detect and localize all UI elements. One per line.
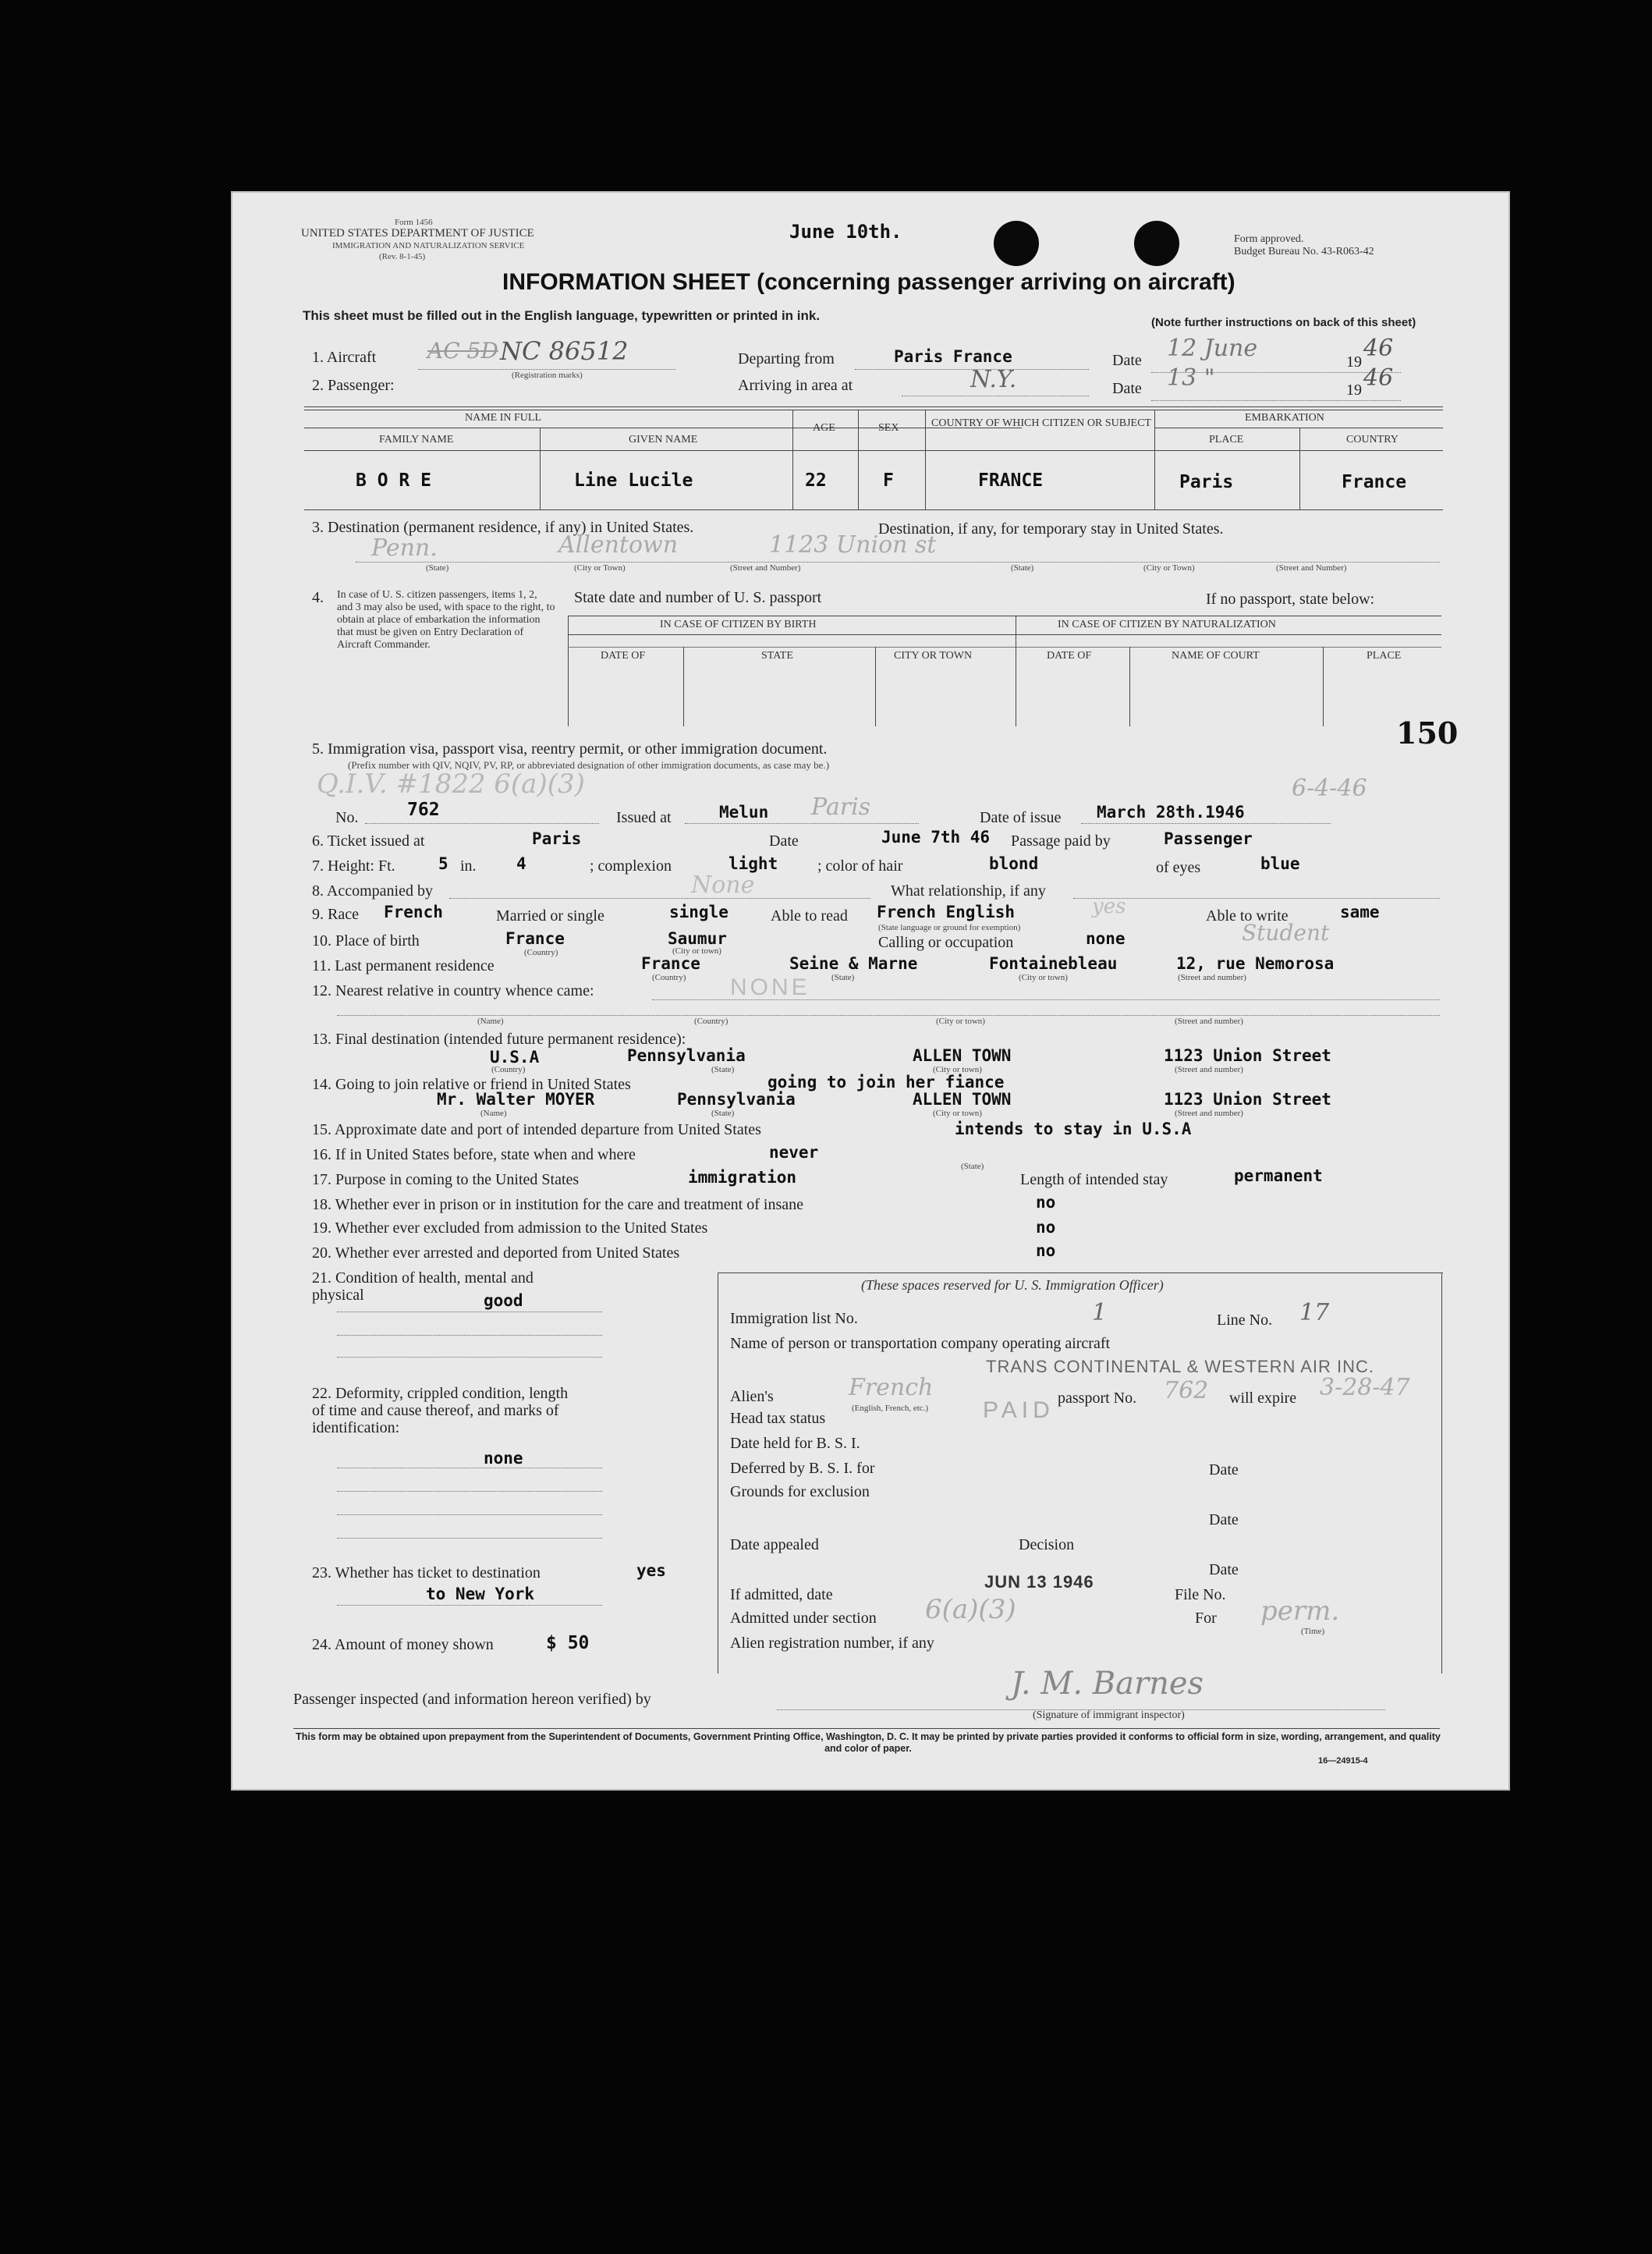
reserved-header: (These spaces reserved for U. S. Immigration Officer) — [861, 1277, 1164, 1293]
arrival-date-label: Date — [1112, 380, 1142, 397]
final-destination-label: 13. Final destination (intended future permanent residence): — [312, 1031, 686, 1048]
visa-label: 5. Immigration visa, passport visa, reentry permit, or other immigration document. — [312, 740, 828, 758]
grounds-date-label: Date — [1209, 1511, 1239, 1528]
deported-label: 20. Whether ever arrested and deported from United States — [312, 1244, 680, 1262]
final-city: ALLEN TOWN — [913, 1046, 1012, 1065]
height-ft: 5 — [438, 854, 448, 873]
caption-city-13: (City or town) — [933, 1065, 982, 1074]
admitted-label: If admitted, date — [730, 1586, 833, 1603]
relative-name: Mr. Walter MOYER — [437, 1090, 595, 1109]
issued-at-handwritten: Paris — [811, 793, 871, 821]
temp-destination-label: Destination, if any, for temporary stay in United States. — [878, 520, 1224, 538]
going-to-join: going to join her fiance — [768, 1073, 1005, 1092]
prison: no — [1036, 1193, 1056, 1212]
airline-stamp: TRANS CONTINENTAL & WESTERN AIR INC. — [986, 1357, 1375, 1376]
inspector-signature: J. M. Barnes — [1011, 1666, 1204, 1702]
visa-no-label: No. — [335, 809, 359, 826]
destination-label: 3. Destination (permanent residence, if any) in United States. — [312, 519, 694, 536]
given-name-header: GIVEN NAME — [629, 434, 698, 445]
us-citizen-note: In case of U. S. citizen passengers, items 1, 2, and 3 may also be used, with space to the right, to obtain at place of embarkation the information that must be given on Entry Declaration of Aircraft Commander. — [337, 589, 555, 651]
health-label: 21. Condition of health, mental and physical — [312, 1269, 534, 1304]
departure-year: 46 — [1363, 335, 1394, 362]
aircraft-registration: NC 86512 — [500, 336, 629, 366]
alien-sub: (English, French, etc.) — [852, 1404, 929, 1413]
last-res-country: France — [641, 954, 700, 973]
caption-state-2: (State) — [1011, 563, 1034, 573]
grounds-label: Grounds for exclusion — [730, 1483, 870, 1500]
read-sub: (State language or ground for exemption) — [878, 923, 1021, 932]
information-sheet — [231, 191, 1510, 1791]
punch-hole — [1134, 221, 1179, 266]
date-label: Date — [1112, 352, 1142, 369]
punch-hole — [994, 221, 1039, 266]
caption-street: (Street and Number) — [730, 563, 801, 573]
relative-street: 1123 Union Street — [1164, 1090, 1331, 1109]
age: 22 — [805, 470, 827, 491]
form-revision: (Rev. 8-1-45) — [379, 252, 426, 261]
eyes-label: of eyes — [1156, 859, 1201, 876]
nearest-relative-label: 12. Nearest relative in country whence came: — [312, 982, 594, 999]
write-label: Able to write — [1206, 907, 1289, 925]
ticket-destination: yes — [636, 1561, 666, 1580]
hair-label: ; color of hair — [817, 857, 903, 875]
length-of-stay: permanent — [1234, 1166, 1323, 1185]
prison-label: 18. Whether ever in prison or in institution for the care and treatment of insane — [312, 1196, 803, 1213]
form-approved: Form approved. — [1234, 233, 1304, 245]
instruction-text: This sheet must be filled out in the English language, typewritten or printed in ink. — [303, 308, 821, 323]
name-of-court-header: NAME OF COURT — [1172, 650, 1260, 662]
ticket-label: 6. Ticket issued at — [312, 832, 425, 850]
state-header: STATE — [761, 650, 793, 662]
citizen-by-birth-header: IN CASE OF CITIZEN BY BIRTH — [660, 619, 817, 630]
caption-state: (State) — [831, 973, 855, 982]
marital-status: single — [669, 903, 729, 921]
last-res-city: Fontainebleau — [989, 954, 1118, 973]
departure-plan: intends to stay in U.S.A — [955, 1120, 1192, 1138]
form-number: Form 1456 — [395, 218, 433, 227]
item-4-num: 4. — [312, 589, 324, 606]
nearest-relative: NONE — [730, 974, 810, 1000]
excluded: no — [1036, 1218, 1056, 1237]
embarkation-country: France — [1342, 472, 1407, 492]
caption-street-2: (Street and Number) — [1276, 563, 1347, 573]
final-country: U.S.A — [490, 1048, 540, 1067]
place-header-2: PLACE — [1367, 650, 1402, 662]
passport-no: 762 — [1164, 1377, 1209, 1404]
destination-state: Penn. — [371, 534, 438, 562]
last-res-street: 12, rue Nemorosa — [1176, 954, 1335, 973]
place-header: PLACE — [1209, 434, 1244, 445]
form-title: INFORMATION SHEET (concerning passenger arriving on aircraft) — [502, 269, 1235, 295]
departure-date: 12 June — [1167, 335, 1258, 362]
date-of-header-2: DATE OF — [1047, 650, 1092, 662]
for-label: For — [1195, 1610, 1217, 1627]
complexion: light — [729, 854, 778, 873]
head-tax-paid: PAID — [983, 1397, 1055, 1423]
excluded-label: 19. Whether ever excluded from admission to the United States — [312, 1219, 708, 1237]
given-name: Line Lucile — [574, 470, 693, 491]
accompanied-by: None — [691, 871, 755, 899]
visa-handwritten: Q.I.V. #1822 6(a)(3) — [317, 768, 585, 800]
departing-label: Departing from — [738, 350, 835, 367]
deformity-label: 22. Deformity, crippled condition, length of time and cause thereof, and marks of identification: — [312, 1385, 569, 1436]
visa-no: 762 — [407, 800, 440, 820]
marital-label: Married or single — [496, 907, 604, 925]
money-amount: $ 50 — [546, 1633, 590, 1653]
admitted-stamp: JUN 13 1946 — [984, 1572, 1094, 1592]
year-prefix: 19 — [1346, 353, 1362, 371]
arriving-label: Arriving in area at — [738, 377, 853, 394]
final-state: Pennsylvania — [627, 1046, 746, 1065]
country2-header: COUNTRY — [1346, 434, 1399, 445]
family-name: B O R E — [356, 470, 431, 491]
passport-label: State date and number of U. S. passport — [574, 589, 822, 606]
deferred-date-label: Date — [1209, 1461, 1239, 1478]
relationship-label: What relationship, if any — [891, 882, 1046, 900]
caption-state: (State) — [426, 563, 449, 573]
time-caption: (Time) — [1301, 1627, 1325, 1636]
caption-street: (Street and number) — [1178, 973, 1246, 982]
money-label: 24. Amount of money shown — [312, 1636, 494, 1653]
final-street: 1123 Union Street — [1164, 1046, 1331, 1065]
birth-country-caption: (Country) — [524, 948, 558, 957]
accompanied-label: 8. Accompanied by — [312, 882, 433, 900]
citizenship: FRANCE — [978, 470, 1044, 491]
registration-caption: (Registration marks) — [512, 371, 583, 380]
caption-street-12: (Street and number) — [1175, 1017, 1243, 1026]
date-of-header: DATE OF — [601, 650, 646, 662]
deported: no — [1036, 1241, 1056, 1260]
file-no-label: File No. — [1175, 1586, 1226, 1603]
arriving-value: N.Y. — [970, 366, 1017, 393]
date-of-issue-label: Date of issue — [980, 809, 1062, 826]
date-typed: June 10th. — [789, 221, 902, 243]
service-name: IMMIGRATION AND NATURALIZATION SERVICE — [332, 241, 525, 250]
caption-city-2: (City or Town) — [1143, 563, 1195, 573]
city-header: CITY OR TOWN — [894, 650, 973, 662]
caption-city-12: (City or town) — [936, 1017, 985, 1026]
section: 6(a)(3) — [925, 1594, 1016, 1625]
no-passport-label: If no passport, state below: — [1206, 591, 1375, 608]
aircraft-label: 1. Aircraft — [312, 349, 377, 366]
line-no: 17 — [1299, 1299, 1330, 1326]
passage-paid-label: Passage paid by — [1011, 832, 1111, 850]
inspected-label: Passenger inspected (and information hereon verified) by — [293, 1691, 651, 1708]
age-header: AGE — [813, 422, 835, 434]
operator-label: Name of person or transportation company operating aircraft — [730, 1335, 1111, 1352]
previous-visit-label: 16. If in United States before, state when and where — [312, 1146, 636, 1163]
caption-name-14: (Name) — [480, 1109, 507, 1118]
embarkation-place: Paris — [1179, 472, 1234, 492]
height-in: 4 — [516, 854, 526, 873]
departure-plan-label: 15. Approximate date and port of intended departure from United States — [312, 1121, 761, 1138]
line-no-label: Line No. — [1217, 1312, 1273, 1329]
immigration-list-no: 1 — [1092, 1299, 1108, 1326]
aliens-label: Alien's — [730, 1388, 774, 1405]
caption-country: (Country) — [652, 973, 686, 982]
ticket-date-label: Date — [769, 832, 799, 850]
relative-city: ALLEN TOWN — [913, 1090, 1012, 1109]
decision-date-label: Date — [1209, 1561, 1239, 1578]
signature-caption: (Signature of immigrant inspector) — [1033, 1709, 1185, 1721]
hair-color: blond — [989, 854, 1039, 873]
caption-city-14: (City or town) — [933, 1109, 982, 1118]
caption-country-12: (Country) — [694, 1017, 729, 1026]
caption-country-13: (Country) — [491, 1065, 526, 1074]
issued-at-label: Issued at — [616, 809, 672, 826]
race: French — [384, 903, 443, 921]
occupation: none — [1086, 929, 1126, 948]
passport-no-label: passport No. — [1058, 1390, 1137, 1407]
going-to-join-label: 14. Going to join relative or friend in United States — [312, 1076, 631, 1093]
previous-visit: never — [769, 1143, 819, 1162]
ticket-issued-at: Paris — [532, 829, 582, 848]
family-name-header: FAMILY NAME — [379, 434, 454, 445]
alien-registration-label: Alien registration number, if any — [730, 1635, 934, 1652]
caption-state-13: (State) — [711, 1065, 735, 1074]
length-of-stay-label: Length of intended stay — [1020, 1171, 1168, 1188]
sex: F — [883, 470, 894, 491]
last-residence-label: 11. Last permanent residence — [312, 957, 495, 974]
ticket-destination-2: to New York — [426, 1585, 535, 1603]
for-time: perm. — [1260, 1596, 1340, 1627]
date-of-issue: March 28th.1946 — [1097, 803, 1245, 822]
head-tax-label: Head tax status — [730, 1410, 826, 1427]
country-header: COUNTRY OF WHICH CITIZEN OR SUBJECT — [931, 417, 1151, 429]
caption-name: (Name) — [477, 1017, 504, 1026]
birth-city-caption: (City or town) — [672, 946, 721, 956]
read-handwritten: yes — [1092, 895, 1126, 918]
birthplace-label: 10. Place of birth — [312, 932, 420, 950]
caption-city: (City or Town) — [574, 563, 626, 573]
ticket-destination-label: 23. Whether has ticket to destination — [312, 1564, 541, 1581]
issued-at: Melun — [719, 803, 769, 822]
caption-state-16: (State) — [961, 1162, 984, 1171]
alien-nationality: French — [849, 1374, 934, 1401]
fee-number: 150 — [1396, 715, 1459, 751]
bsi-date-label: Date held for B. S. I. — [730, 1435, 860, 1452]
height-in-label: in. — [460, 857, 477, 875]
read-label: Able to read — [771, 907, 848, 925]
sex-header: SEX — [878, 422, 899, 434]
caption-city: (City or town) — [1019, 973, 1068, 982]
eye-color: blue — [1260, 854, 1300, 873]
note-text: (Note further instructions on back of this sheet) — [1151, 316, 1416, 329]
name-in-full-header: NAME IN FULL — [465, 412, 541, 424]
last-res-state: Seine & Marne — [789, 954, 918, 973]
purpose-label: 17. Purpose in coming to the United States — [312, 1171, 580, 1188]
embarkation-header: EMBARKATION — [1245, 412, 1324, 424]
expire-date: 3-28-47 — [1320, 1374, 1410, 1401]
budget-bureau: Budget Bureau No. 43-R063-42 — [1234, 246, 1374, 257]
passage-paid: Passenger — [1164, 829, 1253, 848]
destination-city: Allentown — [558, 531, 679, 559]
height-label: 7. Height: Ft. — [312, 857, 395, 875]
purpose: immigration — [688, 1168, 797, 1187]
appealed-label: Date appealed — [730, 1536, 819, 1553]
year-prefix-2: 19 — [1346, 382, 1362, 399]
arrival-year: 46 — [1363, 364, 1394, 392]
health: good — [484, 1291, 523, 1310]
complexion-label: ; complexion — [590, 857, 672, 875]
date-handwritten: 6-4-46 — [1292, 775, 1367, 802]
caption-street-14: (Street and number) — [1175, 1109, 1243, 1118]
fine-print: This form may be obtained upon prepayment from the Superintendent of Documents, Government Printing Office, Washington, D. C. It may be printed by private parties provided it conforms to official form in size, wording, arrangement, and quality and color of paper. — [296, 1731, 1441, 1754]
aircraft-crossed: AC 5D — [427, 338, 498, 364]
arrival-date: 13 " — [1167, 364, 1215, 392]
visa-sub: (Prefix number with QIV, NQIV, PV, RP, or abbreviated designation of other immigration documents, as case may be.) — [348, 759, 830, 771]
departing-value: Paris France — [894, 347, 1012, 366]
birth-city: Saumur — [668, 929, 727, 948]
section-label: Admitted under section — [730, 1610, 877, 1627]
occupation-handwritten: Student — [1242, 920, 1330, 946]
form-code: 16—24915-4 — [1318, 1756, 1368, 1766]
deferred-label: Deferred by B. S. I. for — [730, 1460, 875, 1477]
write-languages: same — [1340, 903, 1380, 921]
read-languages: French English — [877, 903, 1016, 921]
caption-street-13: (Street and number) — [1175, 1065, 1243, 1074]
caption-state-14: (State) — [711, 1109, 735, 1118]
expire-label: will expire — [1229, 1390, 1297, 1407]
birth-country: France — [505, 929, 565, 948]
destination-street: 1123 Union st — [769, 531, 937, 559]
immigration-list-label: Immigration list No. — [730, 1310, 858, 1327]
dept-name: UNITED STATES DEPARTMENT OF JUSTICE — [301, 227, 534, 240]
citizen-by-naturalization-header: IN CASE OF CITIZEN BY NATURALIZATION — [1058, 619, 1276, 630]
race-label: 9. Race — [312, 906, 359, 923]
decision-label: Decision — [1019, 1536, 1075, 1553]
deformity: none — [484, 1449, 523, 1468]
relative-state: Pennsylvania — [677, 1090, 796, 1109]
passenger-label: 2. Passenger: — [312, 377, 395, 394]
ticket-date: June 7th 46 — [881, 828, 991, 847]
occupation-label: Calling or occupation — [878, 934, 1014, 951]
